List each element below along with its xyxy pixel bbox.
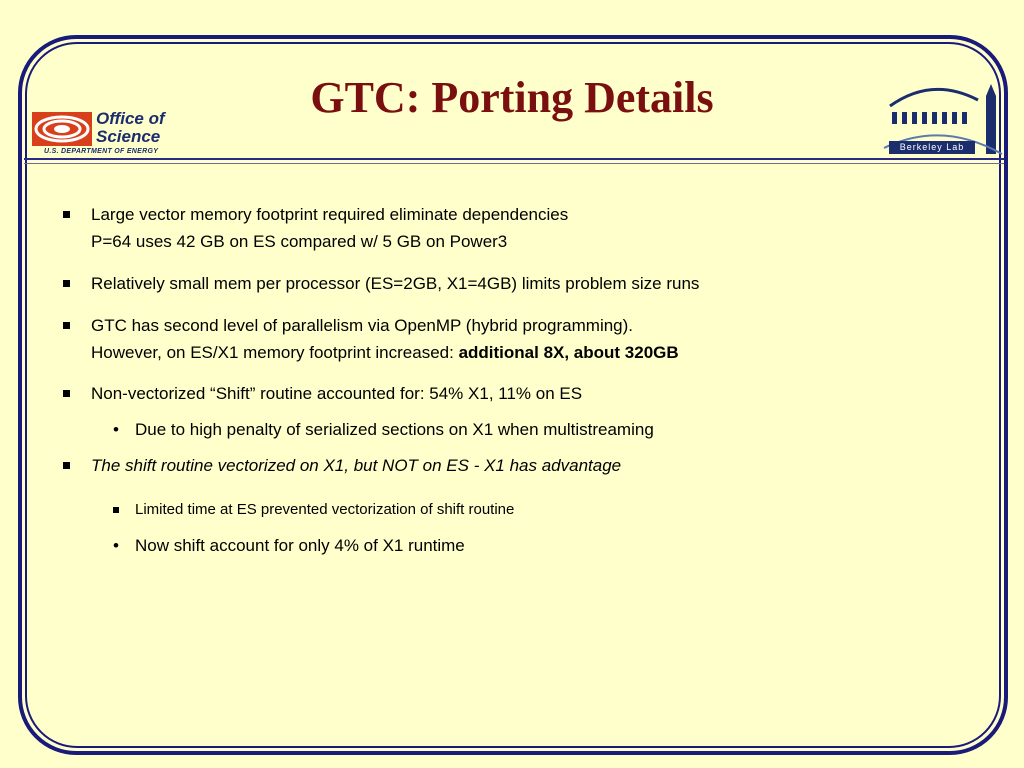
round-bullet-icon: • bbox=[113, 420, 119, 439]
slide-title: GTC: Porting Details bbox=[310, 73, 714, 122]
square-bullet-icon bbox=[63, 211, 70, 218]
doe-science: Science bbox=[96, 127, 161, 146]
bullet-3-line-2-text: However, on ES/X1 memory footprint increased: bbox=[91, 343, 459, 362]
bullet-4-line-1: Non-vectorized “Shift” routine accounted for: 54% X1, 11% on ES bbox=[91, 384, 583, 403]
bullet-3-line-1: GTC has second level of parallelism via OpenMP (hybrid programming). bbox=[91, 316, 634, 335]
bullet-5-line-1: The shift routine vectorized on X1, but NOT on ES - X1 has advantage bbox=[91, 456, 622, 475]
sub-bullet-2: Limited time at ES prevented vectorization of shift routine bbox=[135, 501, 515, 518]
sub-bullet-1: Due to high penalty of serialized sections on X1 when multistreaming bbox=[135, 420, 654, 439]
bullet-1-line-1: Large vector memory footprint required eliminate dependencies bbox=[91, 205, 569, 224]
square-bullet-icon bbox=[63, 390, 70, 397]
round-bullet-icon: • bbox=[113, 536, 119, 555]
title-divider bbox=[24, 158, 1004, 160]
square-bullet-icon bbox=[63, 280, 70, 287]
square-bullet-icon bbox=[63, 322, 70, 329]
title-divider-thin bbox=[24, 163, 1004, 164]
bullet-1-line-2: P=64 uses 42 GB on ES compared w/ 5 GB on Power3 bbox=[91, 232, 508, 251]
bullet-3-line-2 bbox=[91, 340, 679, 366]
doe-department: U.S. DEPARTMENT OF ENERGY bbox=[44, 148, 159, 155]
sub-bullet-3: Now shift account for only 4% of X1 runtime bbox=[135, 536, 465, 555]
square-bullet-icon bbox=[113, 507, 119, 513]
bullet-2-line-1: Relatively small mem per processor (ES=2GB, X1=4GB) limits problem size runs bbox=[91, 274, 700, 293]
berkeley-lab-label: Berkeley Lab bbox=[889, 141, 975, 154]
square-bullet-icon bbox=[63, 462, 70, 469]
bullet-3-emphasis: additional 8X, about 320GB bbox=[458, 343, 679, 362]
doe-office-of: Office of bbox=[96, 109, 165, 128]
